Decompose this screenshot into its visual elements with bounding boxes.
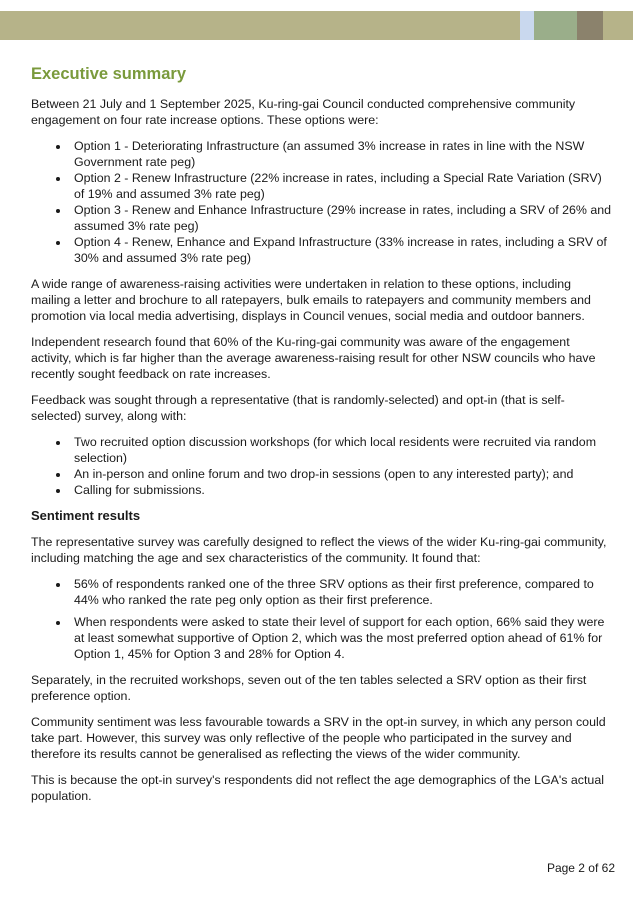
page-title: Executive summary [31,65,187,83]
header-segment [0,11,520,40]
list-item: • Option 2 - Renew Infrastructure (22% increase in rates, including a Special Rate Variation (SRV) of 19% and assumed 3% rate peg) [70,170,613,202]
list-item: • Option 3 - Renew and Enhance Infrastructure (29% increase in rates, including a SRV of 26% and assumed 3% rate peg) [70,202,613,234]
workshops-paragraph: Separately, in the recruited workshops, seven out of the ten tables selected a SRV option as their first preference option. [31,673,587,703]
awareness-paragraph: A wide range of awareness-raising activities were undertaken in relation to these options, including mailing a letter and brochure to all ratepayers, bulk emails to ratepayers and community members and promotion via local media advertising, displays in Council venues, social media and outdoor banners. [31,277,591,323]
list-item: • Calling for submissions. [70,482,613,498]
research-paragraph: Independent research found that 60% of the Ku-ring-gai community was aware of the engagement activity, which is far higher than the average awareness-raising result for other NSW councils who have recently sought feedback on rate increases. [31,335,596,381]
list-item: • Option 1 - Deteriorating Infrastructure (an assumed 3% increase in rates in line with the NSW Government rate peg) [70,138,613,170]
header-segment [520,11,534,40]
optin-paragraph: Community sentiment was less favourable towards a SRV in the opt-in survey, in which any person could take part. However, this survey was only reflective of the people who participated in the survey and therefore its results cannot be generalised as reflecting the views of the wider community. [31,715,606,761]
list-item: • 56% of respondents ranked one of the three SRV options as their first preference, compared to 44% who ranked the rate peg only option as their first preference. [70,576,613,608]
list-item: • An in-person and online forum and two drop-in sessions (open to any interested party); and [70,466,613,482]
survey-paragraph: The representative survey was carefully designed to reflect the views of the wider Ku-ring-gai community, including matching the age and sex characteristics of the community. It found that: [31,535,607,565]
header-segment [534,11,577,40]
survey-list [31,576,613,662]
list-item: • Option 4 - Renew, Enhance and Expand Infrastructure (33% increase in rates, including a SRV of 30% and assumed 3% rate peg) [70,234,613,266]
header-segment [577,11,603,40]
list-item: • Two recruited option discussion workshops (for which local residents were recruited via random selection) [70,434,613,466]
page-number: Page 2 of 62 [546,861,615,875]
options-list [31,138,613,266]
header-color-bar [0,11,633,40]
intro-paragraph: Between 21 July and 1 September 2025, Ku-ring-gai Council conducted comprehensive community engagement on four rate increase options. These options were: [31,97,576,127]
demographics-paragraph: This is because the opt-in survey's respondents did not reflect the age demographics of the LGA's actual population. [31,773,604,803]
section-heading: Sentiment results [31,508,141,523]
feedback-paragraph: Feedback was sought through a representative (that is randomly-selected) and opt-in (that is self-selected) survey, along with: [31,393,565,423]
header-segment [603,11,633,40]
list-item: • When respondents were asked to state their level of support for each option, 66% said they were at least somewhat supportive of Option 2, which was the most preferred option ahead of 61% for Option 1, 45% for Option 3 and 28% for Option 4. [70,614,613,662]
feedback-list [31,434,613,498]
document-body [31,64,613,814]
